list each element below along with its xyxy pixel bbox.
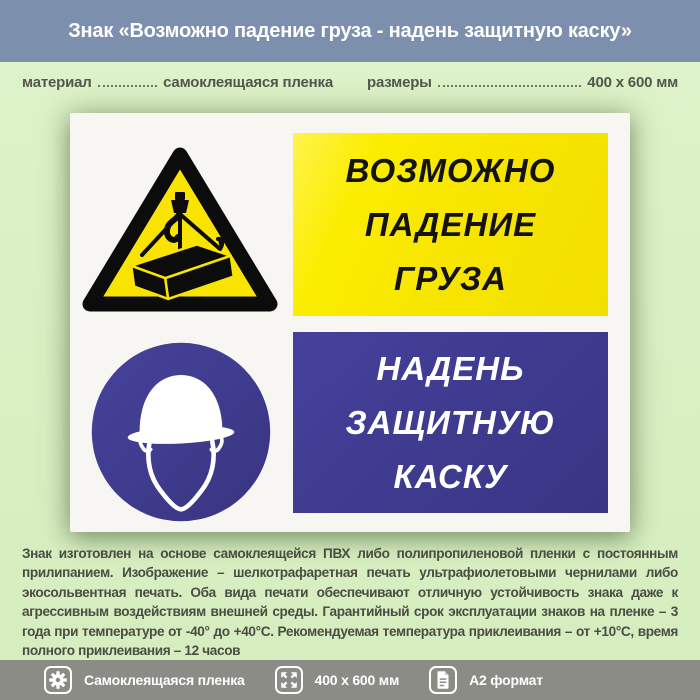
gear-icon xyxy=(44,666,72,694)
warning-line: ГРУЗА xyxy=(394,260,507,297)
page-title: Знак «Возможно падение груза - надень защитную каску» xyxy=(68,19,632,42)
document-icon xyxy=(429,666,457,694)
spec-size-label: размеры xyxy=(367,74,432,91)
mandatory-line: ЗАЩИТНУЮ xyxy=(345,404,556,441)
header-bar xyxy=(0,0,700,62)
spec-material-label: материал xyxy=(22,74,92,91)
spec-size xyxy=(367,74,678,91)
warning-text-box xyxy=(293,133,608,316)
hardhat-badge xyxy=(89,340,273,524)
warning-triangle-icon xyxy=(80,143,280,315)
sign-panel xyxy=(70,113,630,532)
spec-material xyxy=(22,74,333,91)
footer-item-size xyxy=(275,666,400,694)
mandatory-line: НАДЕНЬ xyxy=(376,350,525,387)
footer-item-label: Самоклеящаяся пленка xyxy=(84,672,245,688)
footer-item-format xyxy=(429,666,543,694)
warning-line: ПАДЕНИЕ xyxy=(364,206,537,243)
product-description: Знак изготовлен на основе самоклеящейся ПВХ либо полипропиленовой пленки с постоянным прилипанием. Изображение – шелкотрафаретная печать ультрафиолетовыми чернилами либо экосольвентная печать. Оба вида печати обеспечивают отличную устойчивость знака даже к агрессивным воздействиям внешней среды. Гарантийный срок эксплуатации знаков на пленке – 3 года при температуре от -40° до +40°С. Рекомендуемая температура приклеивания – от +10°С, время полного приклеивания – 12 часов xyxy=(22,546,678,659)
hardhat-icon xyxy=(89,340,273,524)
spec-row xyxy=(22,74,678,91)
warning-line: ВОЗМОЖНО xyxy=(345,152,556,189)
spec-size-value: 400 x 600 мм xyxy=(587,74,678,91)
footer-item-material xyxy=(44,666,245,694)
resize-icon xyxy=(275,666,303,694)
dotted-leader xyxy=(98,84,158,87)
mandatory-line: КАСКУ xyxy=(393,458,508,495)
dotted-leader xyxy=(438,84,582,87)
footer-item-label: 400 x 600 мм xyxy=(314,672,400,688)
footer-item-label: А2 формат xyxy=(469,672,543,688)
mandatory-text-box xyxy=(293,332,608,513)
spec-material-value: самоклеящаяся пленка xyxy=(163,74,333,91)
falling-load-icon xyxy=(80,143,280,315)
footer-bar xyxy=(0,660,700,700)
